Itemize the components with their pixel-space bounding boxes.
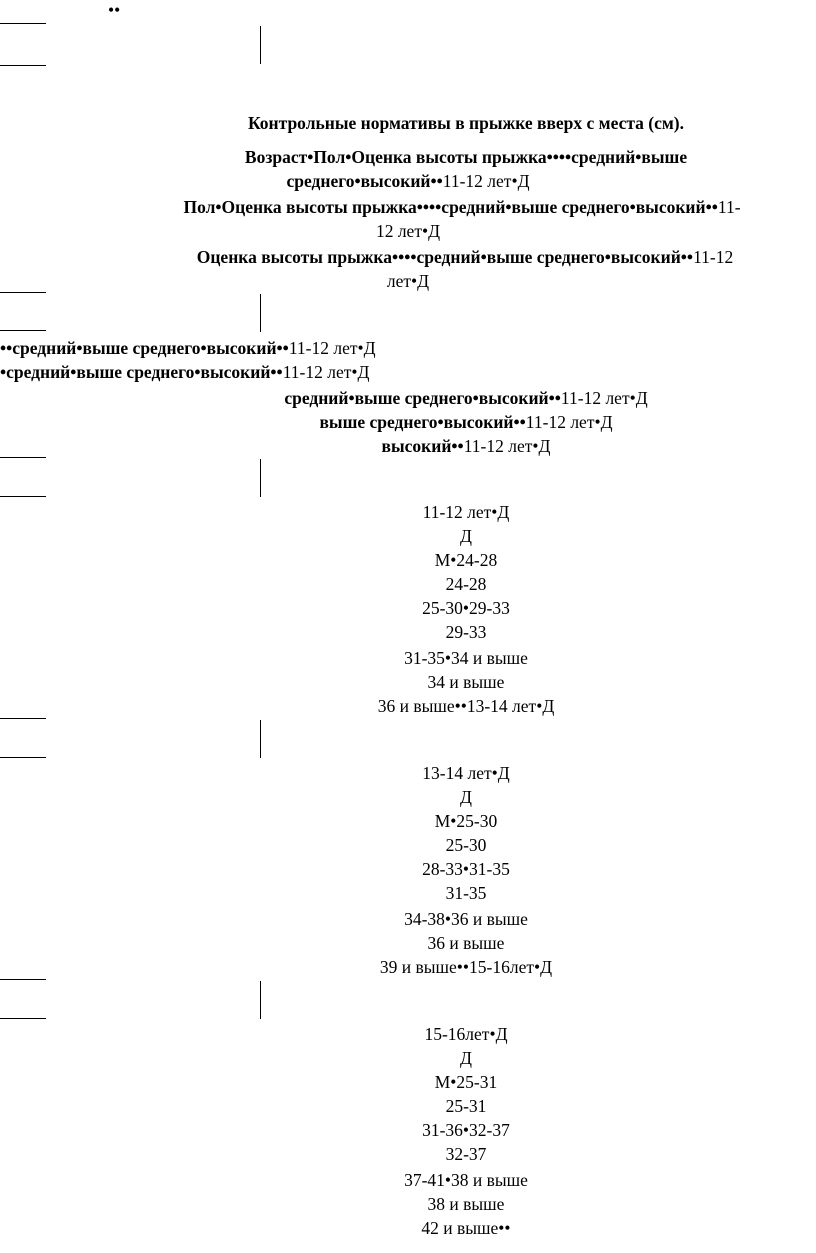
header-line: Оценка высоты прыжка••••средний•выше среднего•высокий••11-12 [196,247,734,267]
header-marks: •• [108,0,121,20]
page-title: Контрольные нормативы в прыжке вверх с места (см). [247,113,684,133]
norm-line: 42 и выше•• [421,1218,511,1238]
norm-line: М•24-28 [434,550,498,570]
norm-line: 39 и выше••15-16лет•Д [379,957,553,977]
norm-line: 25-30•29-33 [422,598,510,618]
field-rule [0,979,46,980]
header-line: Пол•Оценка высоты прыжка••••средний•выше среднего•высокий••11- [183,197,741,217]
norm-line: М•25-30 [434,811,498,831]
middle-line: выше среднего•высокий••11-12 лет•Д [319,412,613,432]
norm-line: 36 и выше [427,933,505,953]
field-rule [0,330,46,331]
header-line: среднего•высокий••11-12 лет•Д [286,171,530,191]
header-line: Возраст•Пол•Оценка высоты прыжка••••средний•выше [244,147,688,167]
norm-line: 25-30 [445,835,487,855]
norm-line: 31-35•34 и выше [404,648,528,668]
middle-line: ••средний•выше среднего•высокий••11-12 лет•Д [0,338,376,358]
field-rule [0,457,46,458]
field-rule [0,1018,46,1019]
norm-line: 31-35 [445,883,487,903]
field-rule [0,23,46,24]
norm-line: 29-33 [445,622,487,642]
norm-line: 25-31 [445,1096,487,1116]
middle-line: •средний•выше среднего•высокий••11-12 лет•Д [0,362,370,382]
norm-line: 11-12 лет•Д [422,502,510,522]
middle-line: высокий••11-12 лет•Д [381,436,551,456]
column-separator [260,294,261,332]
norm-line: 37-41•38 и выше [404,1170,528,1190]
column-separator [260,26,261,64]
column-separator [260,981,261,1019]
norm-line: 24-28 [445,574,487,594]
field-rule [0,718,46,719]
norm-line: 36 и выше••13-14 лет•Д [377,696,555,716]
norm-line: М•25-31 [434,1072,498,1092]
norm-line: Д [460,787,472,807]
column-separator [260,720,261,758]
field-rule [0,496,46,497]
norm-line: 32-37 [445,1144,487,1164]
header-line: 12 лет•Д [375,221,441,241]
norm-line: 34 и выше [427,672,505,692]
norm-line: Д [460,526,472,546]
column-separator [260,459,261,497]
field-rule [0,757,46,758]
middle-line: средний•выше среднего•высокий••11-12 лет•Д [284,388,648,408]
norm-line: 31-36•32-37 [422,1120,510,1140]
norm-line: Д [460,1048,472,1068]
norm-line: 34-38•36 и выше [404,909,528,929]
norm-line: 13-14 лет•Д [422,763,510,783]
norm-line: 28-33•31-35 [422,859,510,879]
norm-line: 15-16лет•Д [424,1024,508,1044]
header-line: лет•Д [386,271,430,291]
field-rule [0,65,46,66]
norm-line: 38 и выше [427,1194,505,1214]
field-rule [0,292,46,293]
